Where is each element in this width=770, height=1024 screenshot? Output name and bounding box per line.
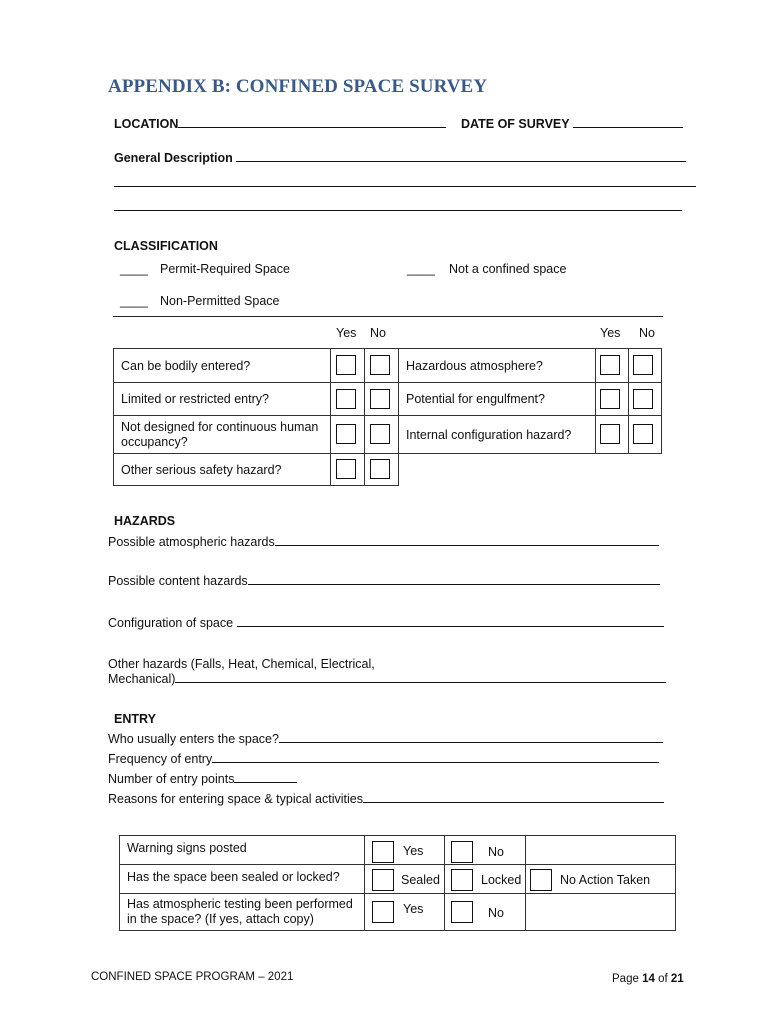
total-pages: 21 <box>670 973 684 985</box>
other-hazards-label-line1: Other hazards (Falls, Heat, Chemical, Electrical, <box>108 657 375 671</box>
question-bodily-entered: Can be bodily entered? <box>114 349 331 383</box>
description-line-2[interactable] <box>114 172 696 187</box>
testing-yes-label: Yes <box>403 902 424 916</box>
date-field[interactable] <box>573 127 683 128</box>
yes-header-right: Yes <box>600 326 621 340</box>
question-internal-configuration: Internal configuration hazard? <box>399 416 596 454</box>
internal-config-no-checkbox[interactable] <box>633 424 653 444</box>
classification-heading: CLASSIFICATION <box>114 239 218 253</box>
content-hazards-field[interactable] <box>248 584 660 585</box>
atmospheric-hazards-label: Possible atmospheric hazards <box>108 535 275 549</box>
footer-program: CONFINED SPACE PROGRAM – 2021 <box>91 971 294 983</box>
engulfment-no-checkbox[interactable] <box>633 389 653 409</box>
classification-table <box>113 348 662 486</box>
warning-signs-yes-label: Yes <box>403 844 424 858</box>
testing-yes-checkbox[interactable] <box>372 901 394 923</box>
hazardous-atmosphere-yes-checkbox[interactable] <box>600 355 620 375</box>
location-label: LOCATION <box>114 117 179 131</box>
entry-points-row <box>108 772 297 786</box>
frequency-label: Frequency of entry <box>108 752 213 766</box>
question-hazardous-atmosphere: Hazardous atmosphere? <box>399 349 596 383</box>
frequency-row <box>108 752 659 766</box>
page-title: APPENDIX B: CONFINED SPACE SURVEY <box>108 76 488 97</box>
question-other-safety-hazard: Other serious safety hazard? <box>114 454 331 486</box>
testing-no-label: No <box>488 906 504 920</box>
who-enters-row <box>108 732 663 746</box>
bodily-entered-yes-checkbox[interactable] <box>336 355 356 375</box>
sealed-label: Sealed <box>401 873 440 887</box>
reasons-label: Reasons for entering space & typical activities <box>108 792 363 806</box>
general-description-field[interactable] <box>236 161 686 162</box>
other-hazards-row <box>108 672 666 686</box>
sealed-checkbox[interactable] <box>372 869 394 891</box>
entry-points-field[interactable] <box>234 782 297 783</box>
occupancy-no-checkbox[interactable] <box>370 424 390 444</box>
entry-heading: ENTRY <box>114 712 156 726</box>
question-engulfment: Potential for engulfment? <box>399 383 596 416</box>
locked-label: Locked <box>481 873 522 887</box>
of-label: of <box>658 973 668 985</box>
no-header-right: No <box>639 326 655 340</box>
occupancy-yes-checkbox[interactable] <box>336 424 356 444</box>
permit-required-label: Permit-Required Space <box>160 262 290 276</box>
internal-config-yes-checkbox[interactable] <box>600 424 620 444</box>
not-confined-label: Not a confined space <box>449 262 567 276</box>
page-number <box>612 973 684 985</box>
sealed-question: Has the space been sealed or locked? <box>120 865 365 894</box>
warning-signs-yes-checkbox[interactable] <box>372 841 394 863</box>
bodily-entered-no-checkbox[interactable] <box>370 355 390 375</box>
no-header-left: No <box>370 326 386 340</box>
current-page: 14 <box>642 973 655 985</box>
warning-signs-no-checkbox[interactable] <box>451 841 473 863</box>
engulfment-yes-checkbox[interactable] <box>600 389 620 409</box>
location-row <box>114 117 446 131</box>
atmospheric-hazards-field[interactable] <box>275 545 659 546</box>
content-hazards-label: Possible content hazards <box>108 574 248 588</box>
reasons-row <box>108 792 664 806</box>
general-description-label: General Description <box>114 151 233 165</box>
other-hazard-yes-checkbox[interactable] <box>336 459 356 479</box>
date-row <box>461 117 683 131</box>
hazardous-atmosphere-no-checkbox[interactable] <box>633 355 653 375</box>
no-action-label: No Action Taken <box>560 873 651 887</box>
warning-signs-label: Warning signs posted <box>120 836 365 865</box>
configuration-row <box>108 616 664 630</box>
other-hazard-no-checkbox[interactable] <box>370 459 390 479</box>
who-enters-label: Who usually enters the space? <box>108 732 279 746</box>
no-action-checkbox[interactable] <box>530 869 552 891</box>
other-hazards-label-line2: Mechanical) <box>108 672 176 686</box>
general-description-row <box>114 151 686 165</box>
reasons-field[interactable] <box>363 802 664 803</box>
configuration-label: Configuration of space <box>108 616 234 630</box>
limited-entry-no-checkbox[interactable] <box>370 389 390 409</box>
atmospheric-hazards-row <box>108 535 659 549</box>
testing-no-checkbox[interactable] <box>451 901 473 923</box>
entry-points-label: Number of entry points <box>108 772 235 786</box>
divider <box>113 316 663 317</box>
permit-required-blank[interactable]: ____ <box>120 262 148 276</box>
description-line-3[interactable] <box>114 196 682 211</box>
date-label: DATE OF SURVEY <box>461 117 570 131</box>
other-hazards-field[interactable] <box>175 682 666 683</box>
warning-signs-no-label: No <box>488 845 504 859</box>
non-permitted-label: Non-Permitted Space <box>160 294 280 308</box>
configuration-field[interactable] <box>237 626 664 627</box>
locked-checkbox[interactable] <box>451 869 473 891</box>
testing-question <box>120 894 365 931</box>
status-table <box>119 835 676 931</box>
content-hazards-row <box>108 574 660 588</box>
yes-header-left: Yes <box>336 326 357 340</box>
page-label: Page <box>612 973 639 985</box>
not-confined-blank[interactable]: ____ <box>407 262 435 276</box>
question-not-designed-occupancy: Not designed for continuous human occupancy? <box>114 416 331 454</box>
limited-entry-yes-checkbox[interactable] <box>336 389 356 409</box>
who-enters-field[interactable] <box>279 742 663 743</box>
frequency-field[interactable] <box>212 762 659 763</box>
non-permitted-blank[interactable]: ____ <box>120 294 148 308</box>
hazards-heading: HAZARDS <box>114 514 176 528</box>
testing-question-line1: Has atmospheric testing been performed <box>127 897 353 911</box>
testing-question-line2: in the space? (If yes, attach copy) <box>127 912 314 926</box>
location-field[interactable] <box>178 127 446 128</box>
question-limited-entry: Limited or restricted entry? <box>114 383 331 416</box>
